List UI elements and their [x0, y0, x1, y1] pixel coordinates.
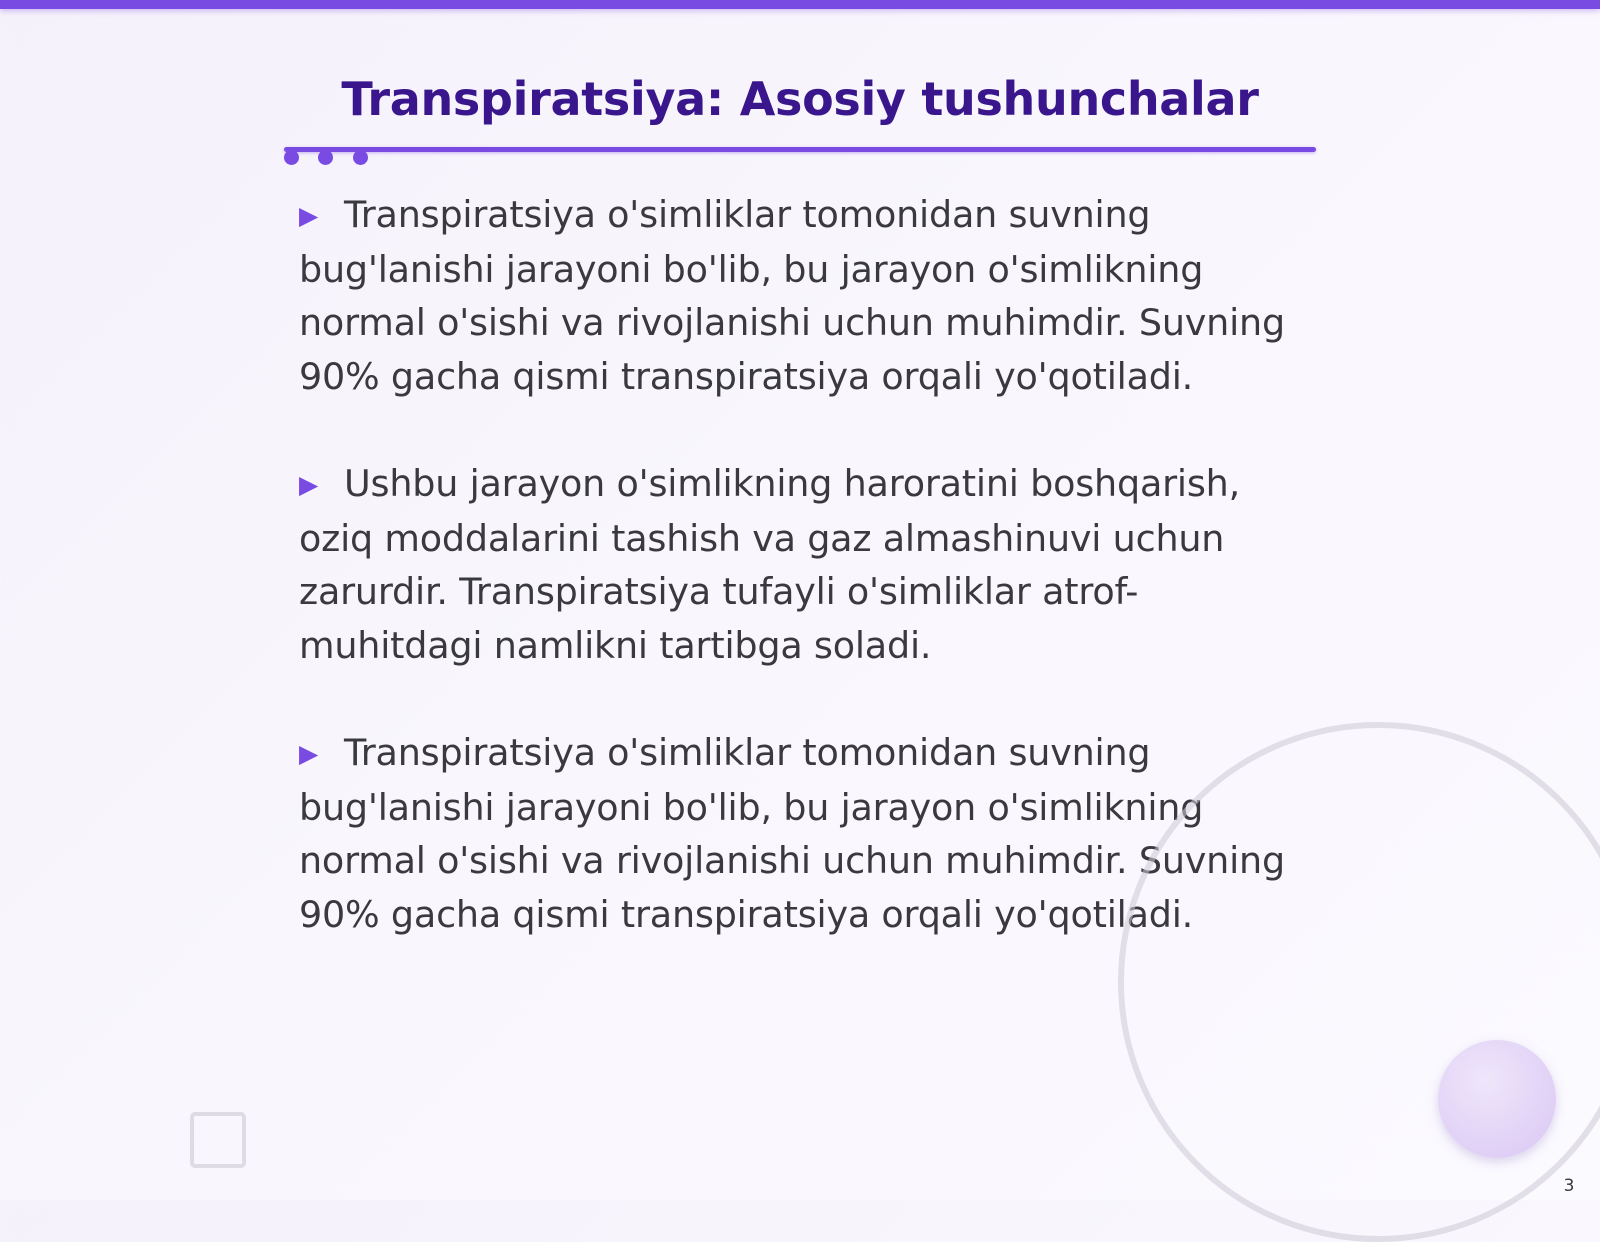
decorative-square [190, 1112, 246, 1168]
underline-dot-1 [284, 150, 299, 165]
page-number: 3 [1563, 1176, 1575, 1196]
decorative-bubble [1438, 1040, 1556, 1158]
title-underline [284, 147, 1316, 152]
slide-title: Transpiratsiya: Asosiy tushunchalar [341, 72, 1259, 126]
bullet-arrow-icon: ▶ [299, 739, 319, 768]
bullet-item [299, 457, 1289, 672]
bullet-arrow-icon: ▶ [299, 470, 319, 499]
bullet-arrow-icon: ▶ [299, 201, 319, 230]
underline-dot-2 [318, 150, 333, 165]
bullet-item [299, 188, 1289, 403]
bullet-text: Ushbu jarayon o'simlikning haroratini boshqarish, oziq moddalarini tashish va gaz almashinuvi uchun zarurdir. Transpiratsiya tufayli o'simliklar atrof-muhitdagi namlikni tartibga soladi. [299, 462, 1241, 667]
top-accent-bar [0, 0, 1600, 9]
bullet-text: Transpiratsiya o'simliklar tomonidan suvning bug'lanishi jarayoni bo'lib, bu jarayon o'simlikning normal o'sishi va rivojlanishi uchun muhimdir. Suvning 90% gacha qismi transpiratsiya orqali yo'qotiladi. [299, 731, 1285, 936]
underline-dot-3 [353, 150, 368, 165]
bullet-text: Transpiratsiya o'simliklar tomonidan suvning bug'lanishi jarayoni bo'lib, bu jarayon o'simlikning normal o'sishi va rivojlanishi uchun muhimdir. Suvning 90% gacha qismi transpiratsiya orqali yo'qotiladi. [299, 193, 1285, 398]
